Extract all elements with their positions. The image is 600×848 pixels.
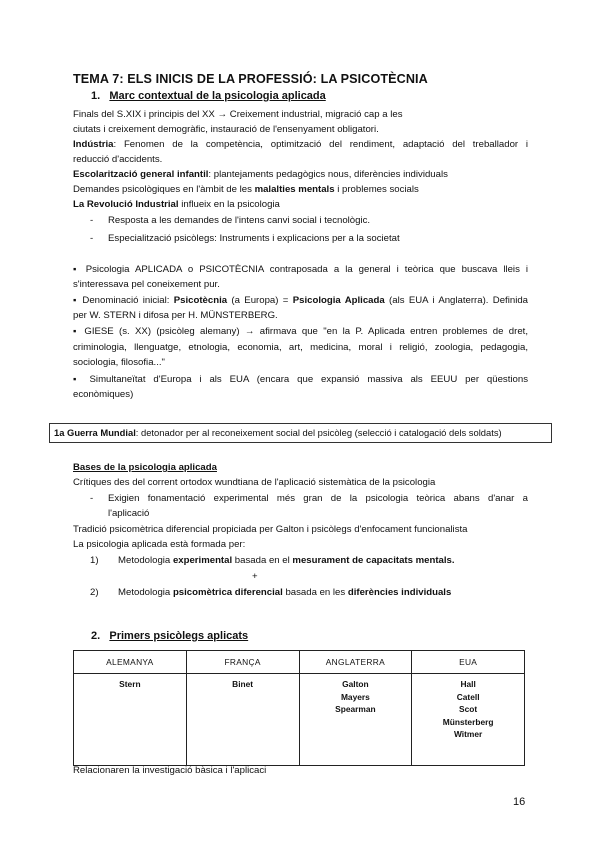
text-run: : Fenomen de la competència, optimització del rendiment, adaptació del treballador i	[113, 139, 528, 150]
text-run: Metodologia	[118, 587, 173, 598]
text-run: Metodologia	[118, 555, 173, 566]
dash-item: Resposta a les demandes de l'intens canvi social i tecnològic.	[108, 215, 371, 226]
researcher-name: Scot	[459, 704, 478, 715]
researcher-name: Binet	[232, 679, 254, 689]
bullet-line: s'interessava pel coneixement pur.	[73, 279, 220, 290]
table-header-row	[74, 651, 525, 674]
bold-term: malalties mentals	[254, 184, 335, 195]
text-run: (als EUA i Anglaterra). Definida	[384, 295, 528, 306]
column-header: ANGLATERRA	[299, 651, 412, 674]
column-header: FRANÇA	[186, 651, 299, 674]
bases-heading	[73, 460, 528, 475]
text-run: basada en les	[282, 587, 348, 598]
bases-heading-text: Bases de la psicologia aplicada	[73, 462, 217, 473]
text-run: ▪ Denominació inicial:	[73, 295, 174, 306]
paragraph-line: Crítiques des del corrent ortodox wundtiana de l'aplicació sistemàtica de la psicologia	[73, 477, 436, 488]
list-number: 1)	[90, 555, 99, 566]
paragraph-line	[73, 197, 528, 212]
text-run: basada en el	[232, 555, 293, 566]
bold-term: Psicotècnia	[173, 295, 228, 306]
section-1-heading	[91, 89, 546, 104]
table-row	[74, 674, 525, 766]
numbered-item	[118, 553, 573, 568]
cell-anglaterra	[299, 674, 412, 766]
list-number: 2)	[90, 587, 99, 598]
section-2-heading	[91, 629, 546, 644]
section-1-title: Marc contextual de la psicologia aplicada	[109, 90, 326, 102]
bold-term: experimental	[172, 555, 233, 566]
paragraph-line: Finals del S.XIX i principis del XX → Creixement industrial, migració cap a les	[73, 109, 403, 120]
paragraph-line: Tradició psicomètrica diferencial propiciada per Galton i psicòlegs d'enfocament funcionalista	[73, 524, 468, 535]
bullet-line: ▪ Psicologia APLICADA o PSICOTÈCNIA contraposada a la general i teòrica que buscava lleis i	[73, 264, 528, 275]
dash-bullet: -	[90, 493, 94, 504]
researcher-name: Mayers	[340, 691, 370, 702]
bullet-line: ▪ Simultaneïtat d'Europa i als EUA (encara que expansió massiva als EEUU per qüestions	[73, 374, 528, 385]
researcher-name: Münsterberg	[442, 716, 494, 727]
bullet-line: econòmiques)	[73, 389, 134, 400]
text-run: i problemes socials	[334, 184, 419, 195]
text-run: (a Europa) =	[227, 295, 293, 306]
section-1-number: 1.	[91, 90, 101, 102]
researcher-name: Spearman	[335, 704, 376, 715]
bold-term: diferències individuals	[347, 587, 452, 598]
researcher-name: Stern	[119, 679, 141, 689]
column-header: EUA	[412, 651, 525, 674]
text-run: : plantejaments pedagògics nous, diferències individuals	[208, 169, 448, 180]
page-number: 16	[513, 796, 526, 808]
bold-term: mesurament de capacitats mentals.	[292, 555, 455, 566]
text-run: influeix en la psicologia	[178, 199, 280, 210]
bullet-line: per W. STERN i difosa per H. MÜNSTERBERG.	[73, 310, 278, 321]
cell-alemanya	[74, 674, 187, 766]
dash-item: Exigien fonamentació experimental més gran de la psicologia teòrica abans d'anar a	[108, 493, 528, 504]
researcher-name: Catell	[456, 691, 480, 702]
bold-term: psicomètrica diferencial	[172, 587, 283, 598]
researchers-table	[73, 650, 525, 766]
column-header: ALEMANYA	[74, 651, 187, 674]
dash-item: Especialització psicòlegs: Instruments i explicacions per a la societat	[108, 233, 400, 244]
page-title: TEMA 7: ELS INICIS DE LA PROFESSIÓ: LA PSICOTÈCNIA	[73, 72, 428, 86]
bullet-line: ▪ GIESE (s. XX) (psicòleg alemany) → afirmava que "en la P. Aplicada entren problemes de dret,	[73, 326, 528, 337]
bullet-line: criminologia, llenguatge, etnologia, economia, art, medicina, moral i religió, zoologia, pedagogia,	[73, 342, 528, 353]
cell-eua	[412, 674, 525, 766]
paragraph-line: La psicologia aplicada està formada per:	[73, 539, 246, 550]
bullet-line	[73, 293, 528, 308]
paragraph-line	[73, 182, 528, 197]
paragraph-line	[73, 167, 528, 182]
bold-term: Indústria	[73, 139, 114, 150]
framed-note-text: : detonador per al reconeixement social del psicòleg (selecció i catalogació dels soldats)	[135, 427, 502, 438]
paragraph-line: reducció d'accidents.	[73, 154, 163, 165]
paragraph-line: Relacionaren la investigació bàsica i l'aplicaci	[73, 765, 267, 776]
section-2-number: 2.	[91, 630, 101, 642]
bold-term: La Revolució Industrial	[73, 199, 179, 210]
section-2-title: Primers psicòlegs aplicats	[109, 630, 249, 642]
paragraph-line: ciutats i creixement demogràfic, instauració de l'ensenyament obligatori.	[73, 124, 379, 135]
plus-sign: +	[252, 571, 258, 582]
researcher-name: Witmer	[453, 729, 483, 740]
dash-item: l'aplicació	[108, 508, 150, 519]
researcher-name: Hall	[460, 679, 476, 689]
numbered-item	[118, 585, 573, 600]
dash-bullet: -	[90, 233, 94, 244]
bold-term: Psicologia Aplicada	[292, 295, 385, 306]
paragraph-line	[73, 137, 528, 152]
researcher-name: Galton	[342, 679, 369, 689]
framed-note	[49, 423, 552, 443]
bold-term: Escolarització general infantil	[73, 169, 209, 180]
cell-franca	[186, 674, 299, 766]
text-run: Demandes psicològiques en l'àmbit de les	[73, 184, 255, 195]
dash-bullet: -	[90, 215, 94, 226]
bullet-line: sociologia, filosofia..."	[73, 357, 165, 368]
bold-term: 1a Guerra Mundial	[54, 427, 136, 438]
